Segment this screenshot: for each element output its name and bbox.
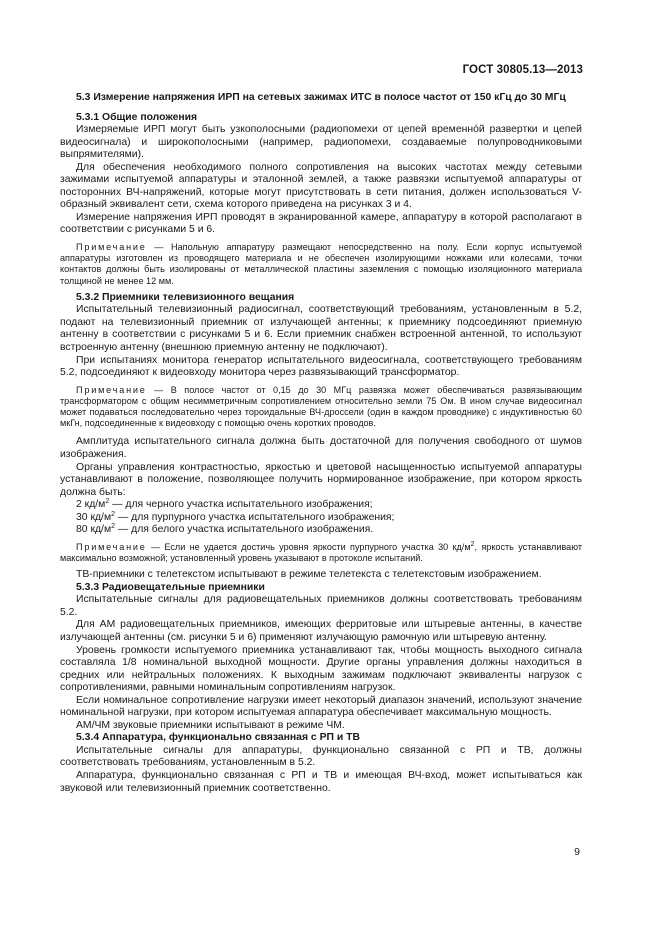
list-item: 30 $кд/м^2$ — для пурпурного участка испытательного изображения; [76, 510, 395, 523]
note: Примечание — Если не удается достичь уровня яркости пурпурного участка 30 $кд/м^2$, яркость устанавливают максимально возможной; установленный уровень указывают в протоколе испытаний. [60, 540, 583, 564]
note-text: — Напольную аппаратуру размещают непосредственно на полу. Если корпус испытуемой аппаратуры изготовлен из проводящего материала и не обеспечен изолирующими ножками или колесами, точки контактов должны быть изолированы от металлической пластины заземления с помощью изоляционного материала толщиной не менее 12 мм. [60, 242, 582, 286]
note-label: Примечание [76, 541, 147, 552]
paragraph: Уровень громкости испытуемого приемника устанавливают так, чтобы мощность выходного сигнала составляла 1/8 номинальной выходной мощности. Другие органы управления должны находиться в средних или нейтральных положениях. К выходным зажимам подключают эквиваленты нагрузок с сопротивлениями, равными номинальным сопротивлениям нагрузок. [60, 644, 582, 694]
section-5-3-2-title: 5.3.2 Приемники телевизионного вещания [76, 291, 295, 303]
note-label: Примечание [76, 242, 147, 253]
note [60, 385, 582, 430]
paragraph: АМ/ЧМ звуковые приемники испытывают в режиме ЧМ. [76, 719, 345, 731]
paragraph: Испытательный телевизионный радиосигнал, соответствующий требованиям, установленным в 5.2, подают на телевизионный приемник от излучающей антенны; к приемнику подсоединяют приемную антенну в соответствии с рисунками 5 и 6. Если приемник снабжен встроенной антенной, то используют встроенную антенну (внешнюю приемную антенну не подключают). [60, 304, 582, 354]
paragraph: Если номинальное сопротивление нагрузки имеет некоторый диапазон значений, используют значение номинальной нагрузки, при котором испытуемая аппаратура обеспечивает максимальную мощность. [60, 694, 582, 719]
note [60, 242, 582, 287]
section-5-3-1-title: 5.3.1 Общие положения [76, 111, 198, 123]
list-item: 80 $кд/м^2$ — для белого участка испытательного изображения. [76, 523, 374, 536]
document-code: ГОСТ 30805.13—2013 [462, 64, 583, 76]
paragraph: Измеряемые ИРП могут быть узкополосными (радиопомехи от цепей временнóй развертки и цепей видеосигнала) и широкополосными (например, радиопомехи, создаваемые полупроводниковыми выпрямителями). [60, 124, 582, 161]
list-item: 2 $кд/м^2$ — для черного участка испытательного изображения; [76, 498, 373, 511]
note-text: — В полосе частот от 0,15 до 30 МГц развязка может обеспечиваться развязывающим трансформатором с общим несимметричным сопротивлением относительно земли 75 Ом. В ином случае видеосигнал может подаваться последовательно через тороидальные ВЧ-дроссели (один в каждом проводнике) с индуктивностью 60 мкГн, подсоединенные к видеовходу с помощью очень коротких проводов. [60, 384, 582, 429]
section-5-3-4-title: 5.3.4 Аппаратура, функционально связанная с РП и ТВ [76, 732, 360, 744]
page-number: 9 [574, 846, 580, 858]
document-body [60, 92, 582, 795]
paragraph: Для обеспечения необходимого полного сопротивления на высоких частотах между сетевыми зажимами испытуемой аппаратуры и эталонной землей, а также развязки испытуемой аппаратуры от посторонних ВЧ-напряжений, которые могут присутствовать в сети питания, должен использоваться V-образный эквивалент сети, схема которого приведена на рисунках 3 и 4. [60, 161, 582, 211]
paragraph: Амплитуда испытательного сигнала должна быть достаточной для получения свободного от шумов изображения. [60, 436, 582, 461]
paragraph: Измерение напряжения ИРП проводят в экранированной камере, аппаратуру в которой располагают в соответствии с рисунками 5 и 6. [60, 211, 582, 236]
paragraph: При испытаниях монитора генератор испытательного видеосигнала, соответствующего требованиям 5.2, подсоединяют к видеовходу монитора через развязывающий трансформатор. [60, 354, 582, 379]
paragraph: Для AM радиовещательных приемников, имеющих ферритовые или штыревые антенны, в качестве излучающей антенны (см. рисунки 5 и 6) применяют излучающую рамочную или штыревую антенну. [60, 619, 582, 643]
paragraph: ТВ-приемники с телетекстом испытывают в режиме телетекста с телетекстовым изображением. [76, 569, 542, 581]
note-label: Примечание [76, 384, 147, 395]
paragraph: Органы управления контрастностью, яркостью и цветовой насыщенностью испытуемой аппаратуры устанавливают в положение, позволяющее получить нормированное изображение, при котором яркость должна быть: [60, 461, 582, 498]
section-5-3-3-title: 5.3.3 Радиовещательные приемники [76, 581, 265, 593]
paragraph: Испытательные сигналы для радиовещательных приемников должны соответствовать требованиям 5.2. [60, 594, 582, 618]
paragraph: Испытательные сигналы для аппаратуры, функционально связанной с РП и ТВ, должны соответствовать требованиям, установленным в 5.2. [60, 744, 582, 769]
section-5-3-title: 5.3 Измерение напряжения ИРП на сетевых зажимах ИТС в полосе частот от 150 кГц до 30 МГц [76, 92, 566, 103]
paragraph: Аппаратура, функционально связанная с РП и ТВ и имеющая ВЧ-вход, может испытываться как звуковой или телевизионный приемник соответственно. [60, 770, 582, 794]
